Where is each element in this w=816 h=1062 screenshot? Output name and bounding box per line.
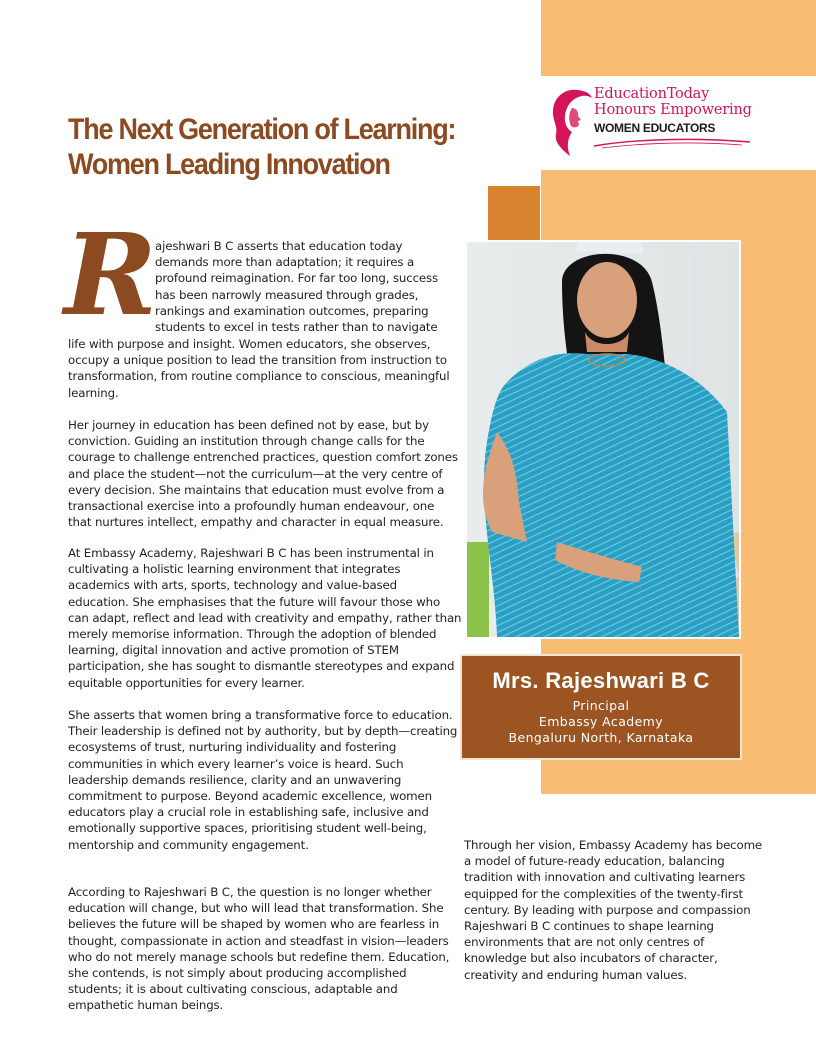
logo-line-3: WOMEN EDUCATORS — [594, 121, 716, 135]
text-line: courage to challenge entrenched practices, question comfort zones — [68, 450, 458, 465]
decorative-orange-banner-top — [541, 0, 816, 76]
profile-role: Principal — [572, 698, 630, 713]
text-line: academics with arts, sports, technology and value-based — [68, 578, 397, 593]
logo-line-1: EducationToday — [594, 86, 710, 102]
text-line: She asserts that women bring a transformative force to education. — [68, 708, 453, 722]
text-line: education will change, but who will lead that transformation. She — [68, 901, 444, 916]
article-headline — [68, 112, 456, 182]
decorative-orange-square — [488, 186, 540, 240]
text-line: equitable opportunities for every learner. — [68, 675, 305, 690]
text-line: education. She emphasises that the future will favour those who — [68, 594, 441, 609]
profile-name: Mrs. Rajeshwari B C — [492, 668, 710, 693]
text-line: ecosystems of trust, nurturing individuality and fostering — [68, 740, 397, 755]
education-today-logo — [548, 84, 763, 160]
text-line: cultivating a holistic learning environment that integrates — [68, 562, 401, 577]
paragraph-3 — [68, 545, 461, 691]
text-line: and place the student—not the curriculum—at the very centre of — [68, 466, 443, 481]
logo-line-2: Honours Empowering — [594, 102, 752, 118]
text-line: emotionally supportive spaces, prioritising student well-being, — [68, 821, 427, 836]
text-line: believes the future will be shaped by women who are fearless in — [68, 917, 440, 932]
text-line: merely memorise information. Through the adoption of blended — [68, 627, 437, 642]
text-line: According to Rajeshwari B C, the question is no longer whether — [68, 885, 432, 899]
paragraph-1-rest — [68, 336, 450, 401]
text-line: Her journey in education has been defined not by ease, but by — [68, 418, 429, 432]
text-line: At Embassy Academy, Rajeshwari B C has been instrumental in — [68, 546, 434, 560]
text-line: leadership demands resilience, clarity and an unwavering — [68, 772, 402, 787]
text-line: ajeshwari B C asserts that education today — [155, 239, 403, 253]
text-line: profound reimagination. For far too long, success — [155, 271, 439, 286]
profile-institution: Embassy Academy — [538, 714, 664, 729]
woman-silhouette-icon — [548, 88, 592, 158]
text-line: has been narrowly measured through grades, — [155, 287, 419, 302]
headline-line-2: Women Leading Innovation — [68, 148, 390, 181]
text-line: thought, compassionate in action and steadfast in vision—leaders — [68, 933, 449, 948]
text-line: rankings and examination outcomes, preparing — [155, 303, 429, 318]
text-line: empathetic human beings. — [68, 998, 224, 1013]
text-line: creativity and enduring human values. — [464, 967, 688, 982]
text-line: communities in which every learner’s voice is heard. Such — [68, 756, 404, 771]
text-line: who do not merely manage schools but redefine them. Education, — [68, 949, 450, 964]
text-line: equipped for the complexities of the twenty-first — [464, 886, 743, 901]
text-line: mentorship and community engagement. — [68, 837, 309, 852]
text-line: century. By leading with purpose and compassion — [464, 902, 751, 917]
text-line: that nurtures intellect, empathy and character in equal measure. — [68, 515, 444, 530]
paragraph-1-top — [155, 238, 438, 335]
portrait-image — [467, 242, 739, 637]
text-line: educators play a crucial role in establishing safe, inclusive and — [68, 805, 429, 820]
text-line: tradition with innovation and cultivating learners — [464, 870, 746, 885]
profile-nameplate — [460, 654, 742, 760]
text-line: commitment to purpose. Beyond academic excellence, women — [68, 789, 432, 804]
text-line: life with purpose and insight. Women educators, she observes, — [68, 337, 431, 351]
text-line: Their leadership is defined not by authority, but by depth—creating — [68, 724, 458, 739]
text-line: students to excel in tests rather than to navigate — [155, 320, 438, 335]
headline-line-1: The Next Generation of Learning: — [68, 113, 456, 146]
paragraph-2 — [68, 417, 458, 530]
text-line: Through her vision, Embassy Academy has become — [464, 838, 763, 852]
portrait-photo — [465, 240, 741, 639]
text-line: every decision. She maintains that education must evolve from a — [68, 482, 445, 497]
paragraph-4 — [68, 707, 457, 853]
text-line: occupy a unique position to lead the transition from instruction to — [68, 353, 447, 368]
text-line: transactional exercise into a profoundly human endeavour, one — [68, 499, 435, 514]
paragraph-6 — [464, 837, 762, 983]
text-line: participation, she has sought to dismantle stereotypes and expand — [68, 659, 455, 674]
text-line: can adapt, reflect and lead with creativity and empathy, rather than — [68, 610, 462, 625]
text-line: conviction. Guiding an institution through change calls for the — [68, 434, 425, 449]
paragraph-5 — [68, 884, 449, 1014]
logo-swoosh — [592, 136, 752, 150]
text-line: learning. — [68, 385, 119, 400]
text-line: Rajeshwari B C continues to shape learning — [464, 919, 714, 934]
text-line: a model of future-ready education, balancing — [464, 854, 725, 869]
text-line: she contends, is not simply about producing accomplished — [68, 966, 407, 981]
text-line: demands more than adaptation; it requires a — [155, 255, 415, 270]
text-line: transformation, from routine compliance to conscious, meaningful — [68, 369, 450, 384]
profile-location: Bengaluru North, Karnataka — [508, 730, 694, 745]
text-line: environments that are not only centres of — [464, 935, 705, 950]
text-line: learning, digital innovation and active promotion of STEM — [68, 643, 399, 658]
drop-cap: R — [64, 210, 158, 341]
text-line: students; it is about cultivating conscious, adaptable and — [68, 982, 398, 997]
text-line: knowledge but also incubators of character, — [464, 951, 718, 966]
